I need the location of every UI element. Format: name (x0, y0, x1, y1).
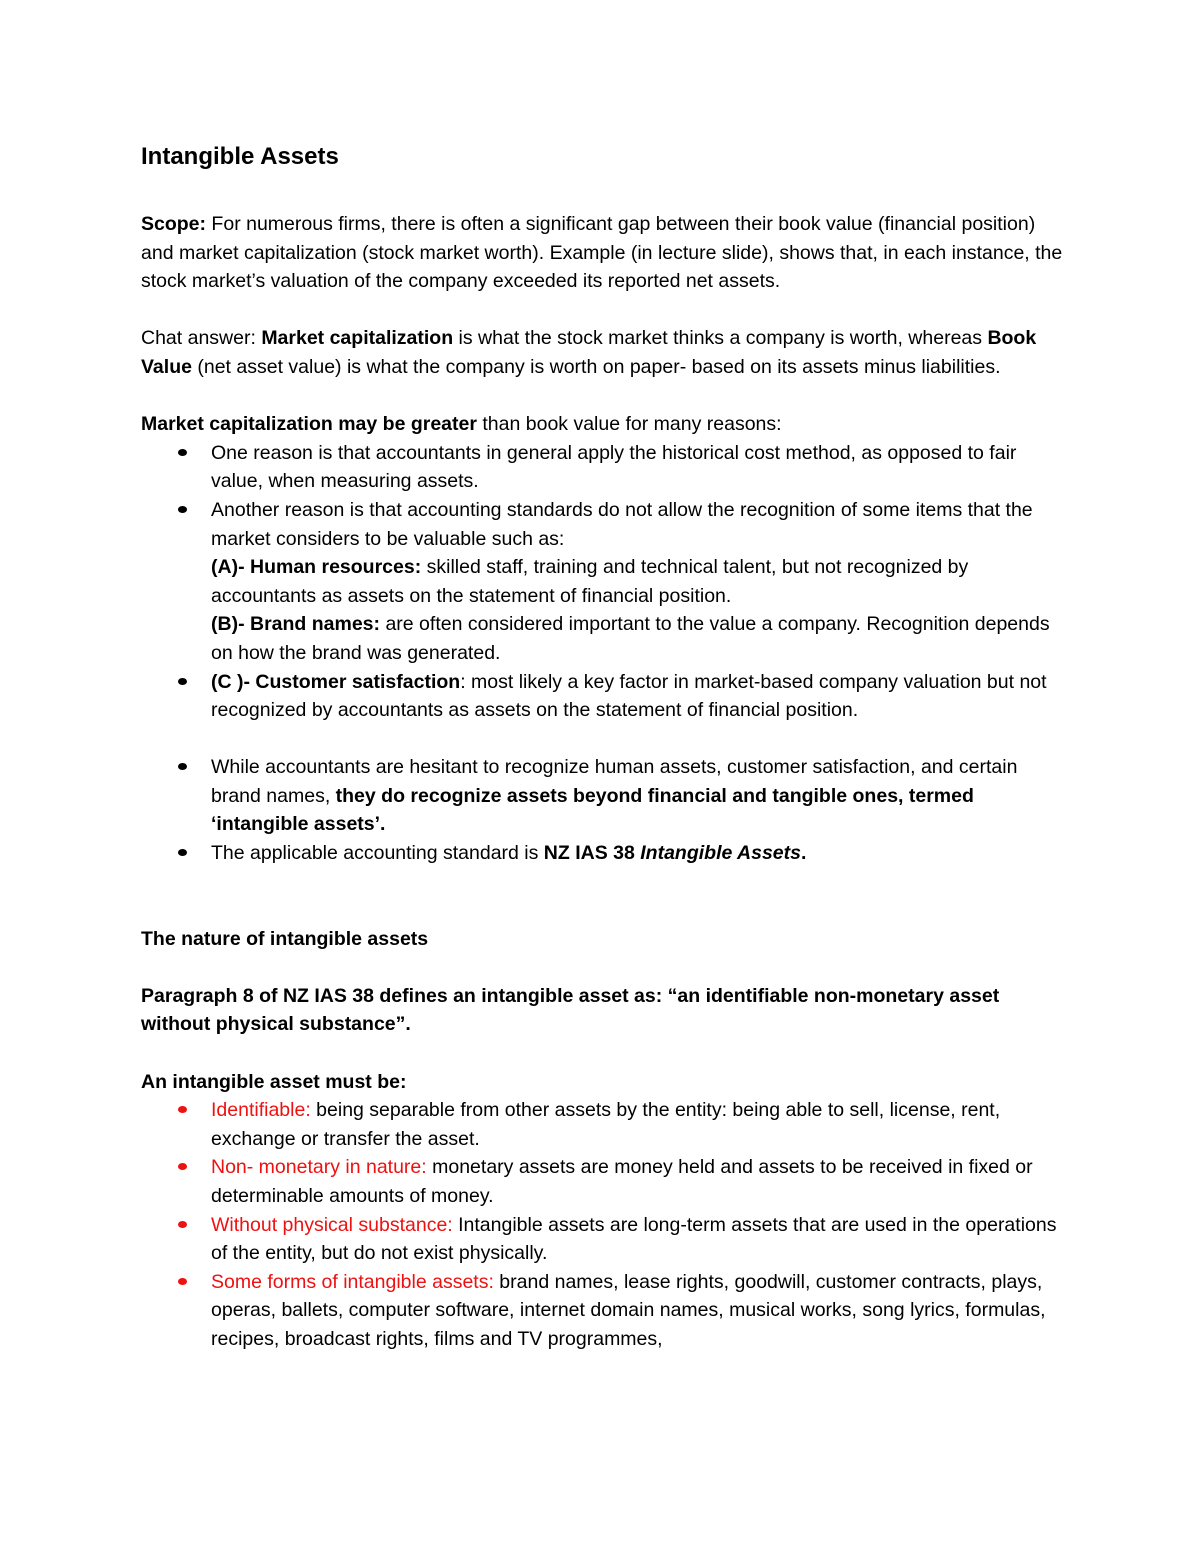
criterion-label: Identifiable: (211, 1099, 311, 1122)
point-1-text: While accountants are hesitant to recognize human assets, customer satisfaction, and certain brand names, (211, 756, 1018, 807)
reason-1-text: One reason is that accountants in general apply the historical cost method, as opposed to fair value, when measuring assets. (211, 441, 1017, 493)
criterion-label: Some forms of intangible assets: (211, 1270, 494, 1293)
scope-label: Scope: (141, 213, 207, 235)
point-2-text: The applicable accounting standard is (211, 842, 544, 865)
bullet-icon (178, 1278, 187, 1285)
list-item (141, 668, 1071, 725)
definition-text: Paragraph 8 of NZ IAS 38 defines an intangible asset as: “an identifiable non-monetary asset without physical substance”. (141, 984, 1000, 1036)
definition-paragraph (141, 982, 1071, 1039)
list-item (141, 1211, 1071, 1268)
list-item (141, 1096, 1071, 1153)
list-item (141, 1153, 1071, 1210)
customer-satisfaction-label: (C )- Customer satisfaction (211, 670, 461, 693)
reason-2-text: Another reason is that accounting standards do not allow the recognition of some items that the market considers to be valuable such as: (211, 498, 1033, 550)
chat-bold-market-cap: Market capitalization (261, 327, 454, 350)
bullet-icon (178, 678, 187, 685)
point-1-bold: they do recognize assets beyond financial and tangible ones, termed ‘intangible assets’. (211, 784, 974, 836)
chat-text-3: (net asset value) is what the company is worth on paper- based on its assets minus liabilities. (191, 355, 1001, 378)
nature-heading: The nature of intangible assets (141, 927, 429, 950)
chat-bold-book-value: Book Value (141, 327, 1037, 378)
criteria-list (141, 1096, 1071, 1353)
bullet-icon (178, 763, 187, 770)
list-item (141, 439, 1071, 496)
criterion-text: monetary assets are money held and assets to be received in fixed or determinable amounts of money. (211, 1156, 1033, 1207)
reasons-list (141, 439, 1071, 725)
list-item (141, 753, 1071, 839)
standard-name: NZ IAS 38 (543, 842, 641, 865)
brand-names-label: (B)- Brand names: (211, 613, 381, 636)
sub-item-human-resources (211, 553, 1071, 610)
must-be-text: An intangible asset must be: (141, 1070, 407, 1093)
human-resources-text: skilled staff, training and technical talent, but not recognized by accountants as assets on the statement of financial position. (211, 556, 969, 607)
list-item (141, 496, 1071, 668)
chat-text-1: Chat answer: (141, 327, 262, 350)
document-page (141, 140, 1071, 1354)
points-list (141, 753, 1071, 867)
bullet-icon (178, 449, 187, 456)
point-2-end: . (800, 842, 807, 865)
reasons-lead (141, 410, 1071, 439)
scope-text: For numerous firms, there is often a significant gap between their book value (financial position) and market capitalization (stock market worth). Example (in lecture slide), shows that, in each instance, the stock market’s valuation of the company exceeded its reported net assets. (141, 213, 1063, 293)
bullet-icon (178, 506, 187, 513)
bullet-icon (178, 1106, 187, 1113)
human-resources-label: (A)- Human resources: (211, 556, 422, 579)
brand-names-text: are often considered important to the value a company. Recognition depends on how the brand was generated. (211, 613, 1050, 664)
section-heading (141, 925, 1071, 954)
criterion-label: Non- monetary in nature: (211, 1156, 427, 1179)
chat-text-2: is what the stock market thinks a company is worth, whereas (453, 327, 988, 350)
must-be-heading (141, 1068, 1071, 1097)
chat-answer-paragraph (141, 324, 1071, 381)
page-title: Intangible Assets (141, 143, 339, 170)
reasons-lead-bold: Market capitalization may be greater (141, 413, 477, 436)
standard-title: Intangible Assets (640, 842, 801, 865)
bullet-icon (178, 849, 187, 856)
criterion-text: Intangible assets are long-term assets that are used in the operations of the entity, but do not exist physically. (211, 1213, 1057, 1265)
bullet-icon (178, 1221, 187, 1228)
customer-satisfaction-text: : most likely a key factor in market-based company valuation but not recognized by accountants as assets on the statement of financial position. (211, 670, 1047, 722)
bullet-icon (178, 1163, 187, 1170)
criterion-text: being separable from other assets by the entity: being able to sell, license, rent, exchange or transfer the asset. (211, 1099, 1001, 1150)
list-item (141, 1268, 1071, 1354)
criterion-label: Without physical substance: (211, 1213, 453, 1236)
criterion-text: brand names, lease rights, goodwill, customer contracts, plays, operas, ballets, computer software, internet domain names, musical works, song lyrics, formulas, recipes, broadcast rights, films and TV programmes, (211, 1270, 1046, 1350)
sub-item-brand-names (211, 610, 1071, 667)
reasons-lead-text: than book value for many reasons: (476, 413, 782, 436)
list-item (141, 839, 1071, 868)
scope-paragraph (141, 210, 1071, 296)
